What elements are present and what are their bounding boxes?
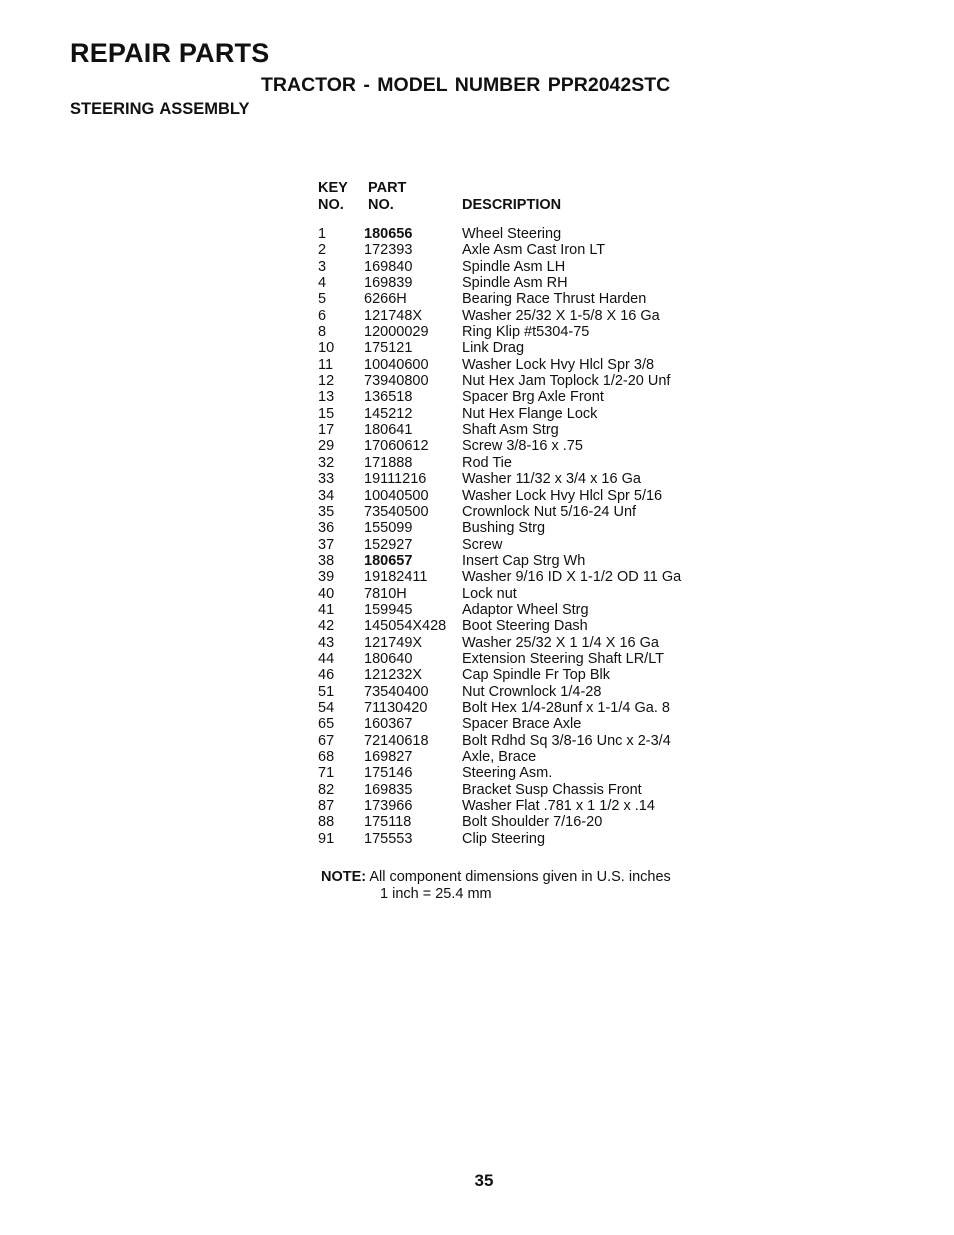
part-description: Bushing Strg (462, 520, 546, 537)
part-description: Boot Steering Dash (462, 618, 588, 635)
part-number: 159945 (364, 601, 413, 618)
key-number: 13 (318, 389, 335, 406)
key-number: 54 (318, 699, 335, 716)
part-number: 169839 (364, 275, 413, 292)
part-description: Extension Steering Shaft LR/LT (462, 650, 665, 667)
part-description: Nut Crownlock 1/4-28 (462, 683, 602, 700)
header-key-line1: KEY (318, 180, 348, 196)
key-number: 39 (318, 569, 335, 586)
key-number: 65 (318, 716, 335, 733)
part-number: 145212 (364, 405, 413, 422)
part-number: 10040600 (364, 356, 429, 373)
part-description: Screw (462, 536, 503, 553)
note-line1: All component dimensions given in U.S. inches (369, 869, 671, 885)
key-number: 40 (318, 585, 335, 602)
key-number: 42 (318, 618, 335, 635)
part-number: 169827 (364, 749, 413, 765)
part-description: Clip Steering (462, 830, 546, 847)
key-number: 51 (318, 683, 335, 700)
key-number: 82 (318, 781, 335, 798)
part-number: 145054X428 (364, 618, 447, 635)
part-description: Washer 25/32 X 1-5/8 X 16 Ga (462, 307, 660, 324)
key-number: 43 (318, 634, 335, 651)
part-description: Link Drag (462, 340, 525, 357)
part-description: Insert Cap Strg Wh (462, 552, 586, 569)
part-number: 180657 (364, 552, 413, 569)
part-description: Rod Tie (462, 454, 512, 471)
section-heading: STEERING ASSEMBLY (70, 100, 250, 118)
part-number: 17060612 (364, 438, 429, 455)
part-number: 155099 (364, 520, 413, 537)
part-description: Wheel Steering (462, 226, 562, 242)
key-number: 33 (318, 471, 335, 488)
part-description: Nut Hex Jam Toplock 1/2-20 Unf (462, 373, 671, 390)
part-description: Cap Spindle Fr Top Blk (462, 667, 611, 684)
note (321, 869, 671, 902)
header-description: DESCRIPTION (462, 197, 562, 213)
part-description: Bolt Shoulder 7/16-20 (462, 814, 603, 831)
part-description: Lock nut (462, 585, 517, 602)
part-description: Steering Asm. (462, 765, 553, 782)
part-description: Crownlock Nut 5/16-24 Unf (462, 503, 637, 520)
part-number: 169835 (364, 781, 413, 798)
model-subtitle: TRACTOR - MODEL NUMBER PPR2042STC (261, 74, 671, 96)
part-description: Washer 11/32 x 3/4 x 16 Ga (462, 471, 641, 488)
note-label: NOTE: (321, 869, 367, 885)
part-description: Screw 3/8-16 x .75 (462, 438, 583, 455)
part-description: Washer Lock Hvy Hlcl Spr 5/16 (462, 487, 663, 504)
part-description: Axle Asm Cast Iron LT (462, 242, 606, 259)
part-description: Washer 25/32 X 1 1/4 X 16 Ga (462, 634, 659, 651)
part-number: 180640 (364, 650, 413, 667)
page-number: 35 (474, 1171, 494, 1190)
key-number: 87 (318, 798, 335, 815)
key-number: 11 (318, 356, 334, 373)
part-number: 172393 (364, 242, 413, 259)
part-number: 173966 (364, 798, 413, 815)
key-number: 5 (318, 291, 327, 308)
part-description: Ring Klip #t5304-75 (462, 324, 590, 341)
part-number: 71130420 (364, 699, 428, 716)
part-number: 73540400 (364, 683, 429, 700)
page-title: REPAIR PARTS (70, 38, 270, 68)
part-number: 73940800 (364, 373, 429, 390)
part-description: Spindle Asm LH (462, 258, 566, 275)
part-number: 175121 (364, 340, 413, 357)
part-description: Axle, Brace (462, 749, 537, 765)
part-number: 12000029 (364, 324, 429, 341)
part-description: Spacer Brace Axle (462, 716, 582, 733)
part-number: 7810H (364, 585, 407, 602)
key-number: 10 (318, 340, 335, 357)
part-number: 160367 (364, 716, 413, 733)
part-number: 152927 (364, 536, 413, 553)
key-number: 46 (318, 667, 335, 684)
key-number: 41 (318, 601, 335, 618)
part-description: Adaptor Wheel Strg (462, 601, 589, 618)
key-number: 34 (318, 487, 335, 504)
part-description: Bearing Race Thrust Harden (462, 291, 647, 308)
part-number: 121748X (364, 307, 423, 324)
part-number: 121232X (364, 667, 423, 684)
key-number: 36 (318, 520, 335, 537)
key-number: 8 (318, 324, 327, 341)
header-key-line2: NO. (318, 197, 344, 213)
note-line2: 1 inch = 25.4 mm (380, 885, 492, 902)
part-number: 171888 (364, 454, 413, 471)
part-description: Washer Flat .781 x 1 1/2 x .14 (462, 798, 655, 815)
header-part-line1: PART (368, 180, 407, 196)
header-part-line2: NO. (368, 197, 394, 213)
part-number: 19182411 (364, 569, 428, 586)
part-description: Bolt Rdhd Sq 3/8-16 Unc x 2-3/4 (462, 732, 671, 749)
part-number: 180656 (364, 226, 413, 242)
part-number: 180641 (364, 422, 413, 439)
part-number: 136518 (364, 389, 413, 406)
key-number: 35 (318, 503, 335, 520)
part-number: 175553 (364, 830, 413, 847)
part-number: 73540500 (364, 503, 429, 520)
key-number: 71 (318, 765, 335, 782)
part-description: Bolt Hex 1/4-28unf x 1-1/4 Ga. 8 (462, 699, 670, 716)
key-number: 38 (318, 552, 335, 569)
key-number: 3 (318, 258, 327, 275)
key-number: 2 (318, 242, 327, 259)
part-description: Nut Hex Flange Lock (462, 405, 598, 422)
key-number: 67 (318, 732, 335, 749)
part-description: Spacer Brg Axle Front (462, 389, 604, 406)
key-number: 6 (318, 307, 327, 324)
part-number: 6266H (364, 291, 407, 308)
part-number: 169840 (364, 258, 413, 275)
key-number: 88 (318, 814, 335, 831)
part-number: 19111216 (364, 471, 427, 488)
key-number: 4 (318, 275, 327, 292)
key-number: 91 (318, 830, 335, 847)
part-number: 121749X (364, 634, 423, 651)
key-number: 29 (318, 438, 335, 455)
part-number: 72140618 (364, 732, 429, 749)
part-description: Bracket Susp Chassis Front (462, 781, 642, 798)
key-number: 1 (318, 226, 327, 242)
part-number: 175146 (364, 765, 413, 782)
part-description: Shaft Asm Strg (462, 422, 559, 439)
key-number: 12 (318, 373, 335, 390)
key-number: 68 (318, 749, 335, 765)
key-number: 44 (318, 650, 335, 667)
part-number: 175118 (364, 814, 412, 831)
part-number: 10040500 (364, 487, 429, 504)
part-description: Washer 9/16 ID X 1-1/2 OD 11 Ga (462, 569, 682, 586)
key-number: 37 (318, 536, 335, 553)
key-number: 32 (318, 454, 335, 471)
key-number: 17 (318, 422, 335, 439)
key-number: 15 (318, 405, 335, 422)
part-description: Spindle Asm RH (462, 275, 568, 292)
part-description: Washer Lock Hvy Hlcl Spr 3/8 (462, 356, 655, 373)
